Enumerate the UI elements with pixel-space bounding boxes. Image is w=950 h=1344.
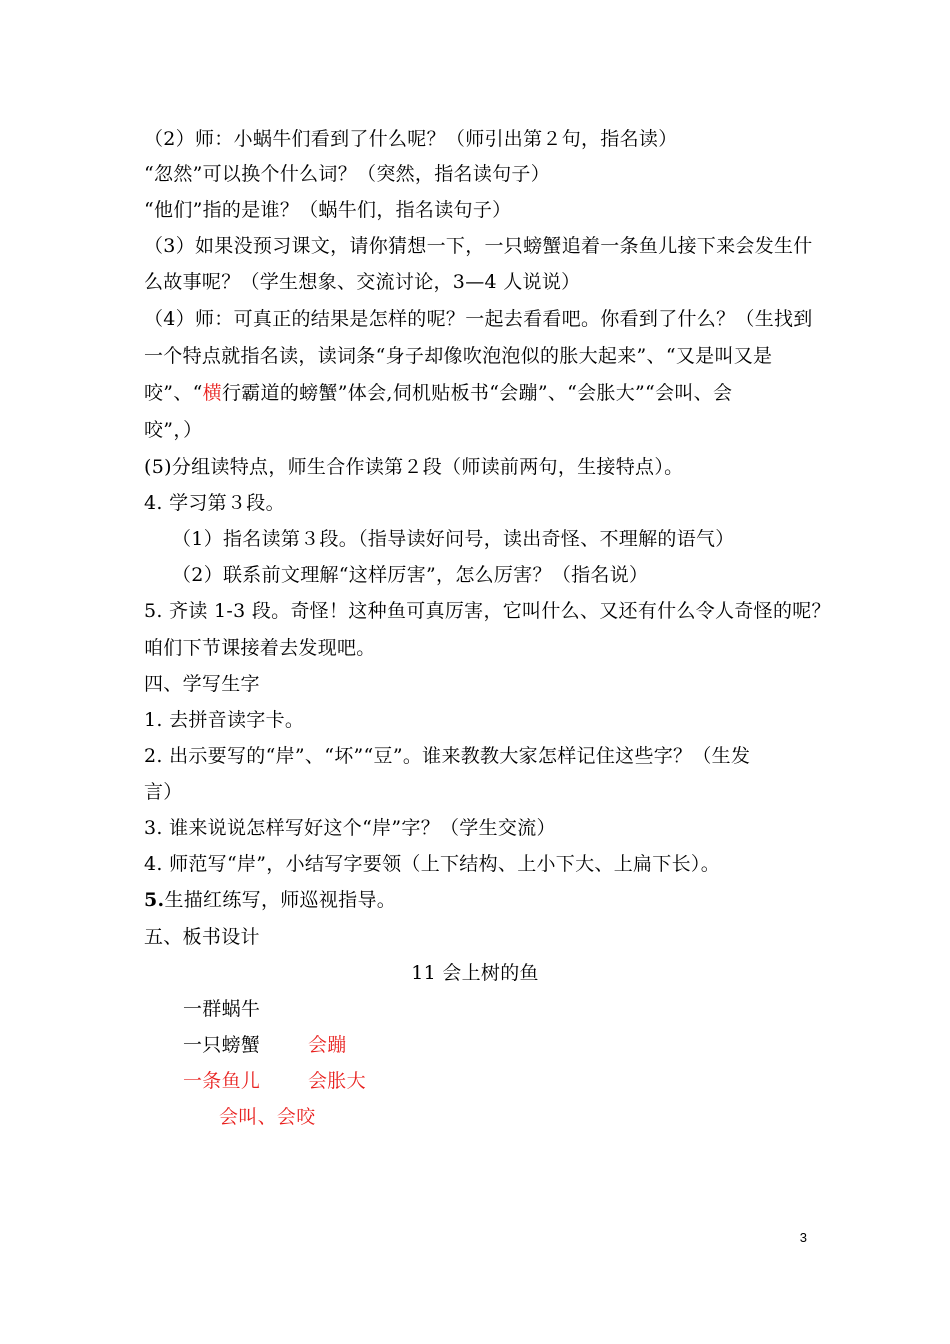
paragraph-line: (5)分组读特点，师生合作读第２段（师读前两句，生接特点）。 — [144, 456, 684, 478]
board-feature: 会蹦 — [308, 1034, 347, 1056]
board-row: 一群蜗牛 — [183, 998, 261, 1020]
paragraph-line — [144, 888, 396, 912]
paragraph-line: （4）师：可真正的结果是怎样的呢？一起去看看吧。你看到了什么？（生找到 — [144, 308, 813, 330]
section-heading: 四、学写生字 — [144, 673, 260, 695]
paragraph-line: “忽然”可以换个什么词？（突然，指名读句子） — [144, 163, 551, 185]
highlighted-character: 横 — [202, 382, 222, 404]
paragraph-line: 2. 出示要写的“岸”、“坏”“豆”。谁来教教大家怎样记住这些字？（生发 — [144, 745, 751, 767]
paragraph-line: （2）师：小蜗牛们看到了什么呢？（师引出第２句，指名读） — [144, 128, 678, 150]
paragraph-line: 言） — [144, 781, 183, 803]
board-feature: 会叫、会咬 — [219, 1106, 316, 1128]
paragraph-line: 么故事呢？（学生想象、交流讨论，3—4 人说说） — [144, 271, 581, 293]
section-heading: 4. 学习第３段。 — [144, 492, 285, 514]
board-feature: 会胀大 — [308, 1070, 366, 1092]
list-number: 5. — [144, 889, 165, 911]
line-text: 生描红练写，师巡视指导。 — [164, 889, 397, 911]
board-row: 一只螃蟹 — [183, 1034, 261, 1056]
paragraph-line: 5. 齐读 1-3 段。奇怪！这种鱼可真厉害，它叫什么、又还有什么令人奇怪的呢？ — [144, 600, 831, 622]
paragraph-line: （1）指名读第３段。（指导读好问号，读出奇怪、不理解的语气） — [172, 528, 735, 550]
board-title: 11 会上树的鱼 — [411, 962, 539, 984]
line-text: 咬”、“ — [144, 382, 203, 404]
section-heading: 五、板书设计 — [144, 926, 260, 948]
paragraph-line: 一个特点就指名读，读词条“身子却像吹泡泡似的胀大起来”、“又是叫又是 — [144, 345, 773, 367]
paragraph-line: （2）联系前文理解“这样厉害”，怎么厉害？（指名说） — [172, 564, 649, 586]
paragraph-line: “他们”指的是谁？（蜗牛们，指名读句子） — [144, 199, 512, 221]
line-text: 行霸道的螃蟹”体会,伺机贴板书“会蹦”、“会胀大”“会叫、会 — [221, 382, 733, 404]
paragraph-line: 咬”，） — [144, 419, 203, 441]
board-row: 一条鱼儿 — [183, 1070, 261, 1092]
paragraph-line: 4. 师范写“岸”，小结写字要领（上下结构、上小下大、上扁下长）。 — [144, 853, 720, 875]
page-number: 3 — [799, 1230, 807, 1245]
paragraph-line: 3. 谁来说说怎样写好这个“岸”字？（学生交流） — [144, 817, 556, 839]
paragraph-line: 咱们下节课接着去发现吧。 — [144, 637, 376, 659]
paragraph-line — [144, 381, 732, 405]
paragraph-line: 1. 去拼音读字卡。 — [144, 709, 305, 731]
paragraph-line: （3）如果没预习课文，请你猜想一下，一只螃蟹追着一条鱼儿接下来会发生什 — [144, 235, 813, 257]
